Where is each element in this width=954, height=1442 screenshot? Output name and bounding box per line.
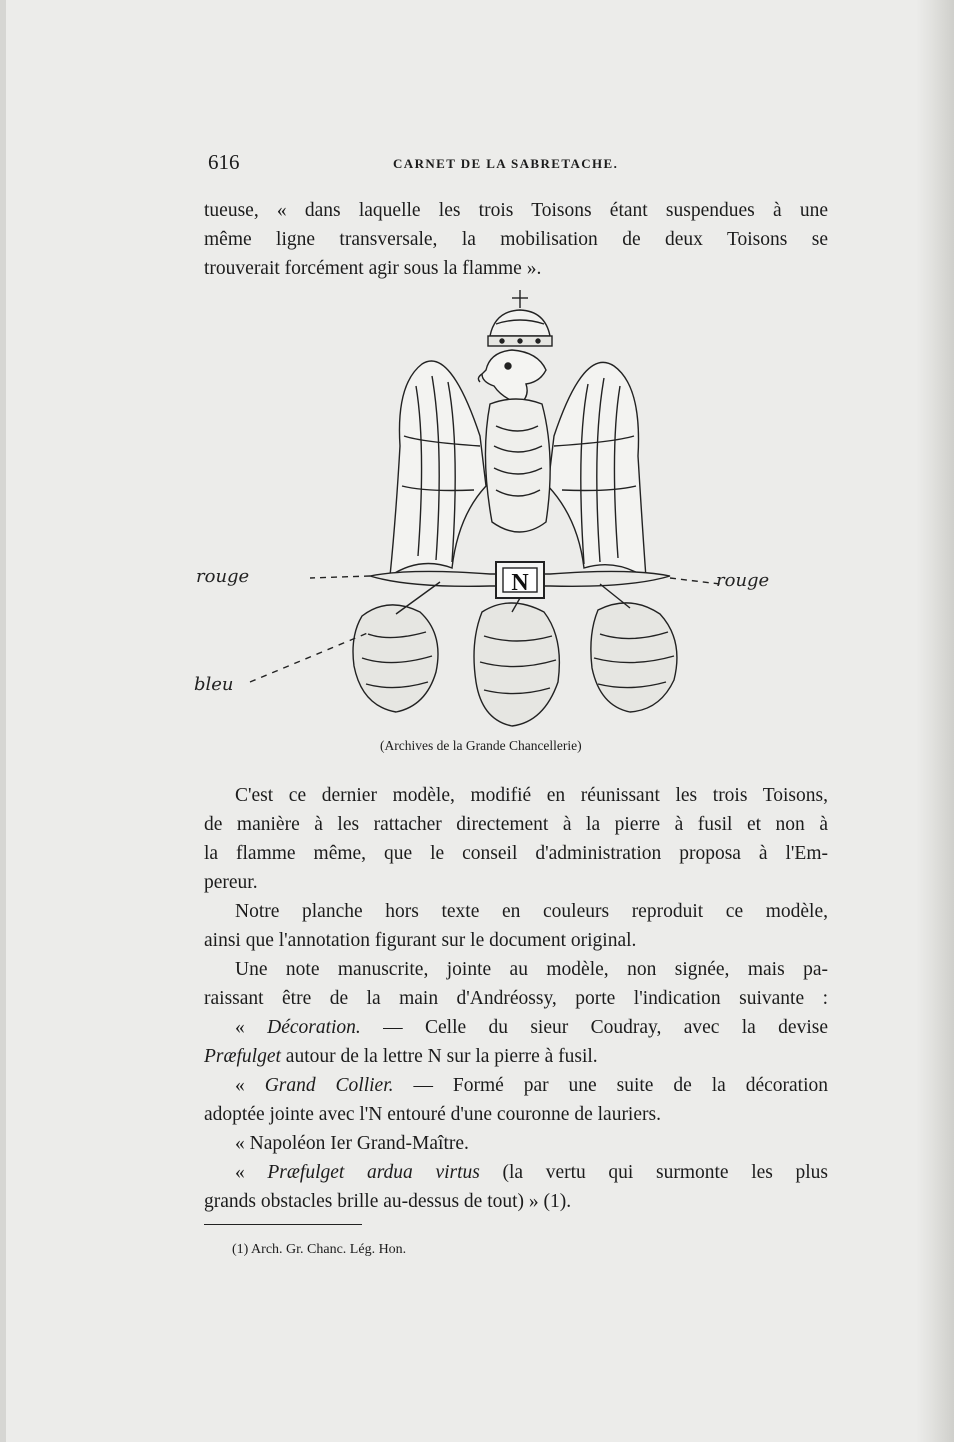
stone-letter: N [511,570,529,596]
annotation-bleu: bleu [194,674,234,695]
crown-icon [488,290,552,346]
text-line: tueuse, « dans laquelle les trois Toisons étant suspendues à une [204,200,828,221]
text-line: Une note manuscrite, jointe au modèle, non signée, mais pa- [235,959,828,980]
paragraph-5 [204,1071,828,1129]
text-line: trouverait forcément agir sous la flamme ». [204,258,542,279]
text-line: raissant être de la main d'Andréossy, porte l'indication suivante : [204,988,828,1009]
fleece-center [474,603,559,726]
fleece-right [591,603,677,712]
paragraph-3 [204,955,828,1013]
italic-term: Præfulget ardua virtus [267,1162,480,1183]
page-right-edge [916,0,954,1442]
text-line: grands obstacles brille au-dessus de tout) » (1). [204,1191,572,1212]
page-number: 616 [208,150,240,174]
text-line: « Napoléon Ier Grand-Maître. [235,1133,469,1154]
text-line [204,1071,828,1100]
paragraph-4 [204,1013,828,1071]
text-segment: — Celle du sieur Coudray, avec la devise [360,1017,829,1038]
italic-term: Grand Collier. [264,1075,394,1096]
text-line: de manière à les rattacher directement à la pierre à fusil et non à [204,814,828,835]
annotation-rouge-right: rouge [716,570,770,591]
paragraph-1 [204,781,828,897]
italic-term: Præfulget [204,1046,281,1067]
footnote-rule [204,1224,362,1225]
quote-mark: « [235,1075,265,1096]
text-segment: autour de la lettre N sur la pierre à fusil. [280,1046,598,1067]
text-line [204,1158,828,1187]
running-title: CARNET DE LA SABRETACHE. [393,156,619,171]
text-line: adoptée jointe avec l'N entouré d'une couronne de lauriers. [204,1104,661,1125]
italic-term: Décoration. [267,1017,361,1038]
text-line: C'est ce dernier modèle, modifié en réunissant les trois Toisons, [235,785,828,806]
footnote: (1) Arch. Gr. Chanc. Lég. Hon. [232,1242,407,1257]
paragraph-2 [204,897,828,955]
fleece-left [353,605,438,712]
eagle-illustration [190,286,790,736]
top-paragraph [204,196,828,283]
text-segment: (la vertu qui surmonte les plus [479,1162,828,1183]
page-left-edge [0,0,6,1442]
text-line [204,1042,828,1071]
annotation-rouge-left: rouge [196,566,250,587]
text-line [204,1013,828,1042]
paragraph-7 [204,1158,828,1216]
text-segment: — Formé par une suite de la décoration [393,1075,829,1096]
text-line: pereur. [204,872,258,893]
text-line: ainsi que l'annotation figurant sur le document original. [204,930,637,951]
quote-mark: « [235,1162,268,1183]
figure-caption: (Archives de la Grande Chancellerie) [380,738,582,753]
text-line: Notre planche hors texte en couleurs reproduit ce modèle, [235,901,828,922]
quote-mark: « [235,1017,268,1038]
text-line: même ligne transversale, la mobilisation de deux Toisons se [204,229,828,250]
text-line: la flamme même, que le conseil d'administration proposa à l'Em- [204,843,828,864]
paragraph-6 [204,1129,828,1158]
